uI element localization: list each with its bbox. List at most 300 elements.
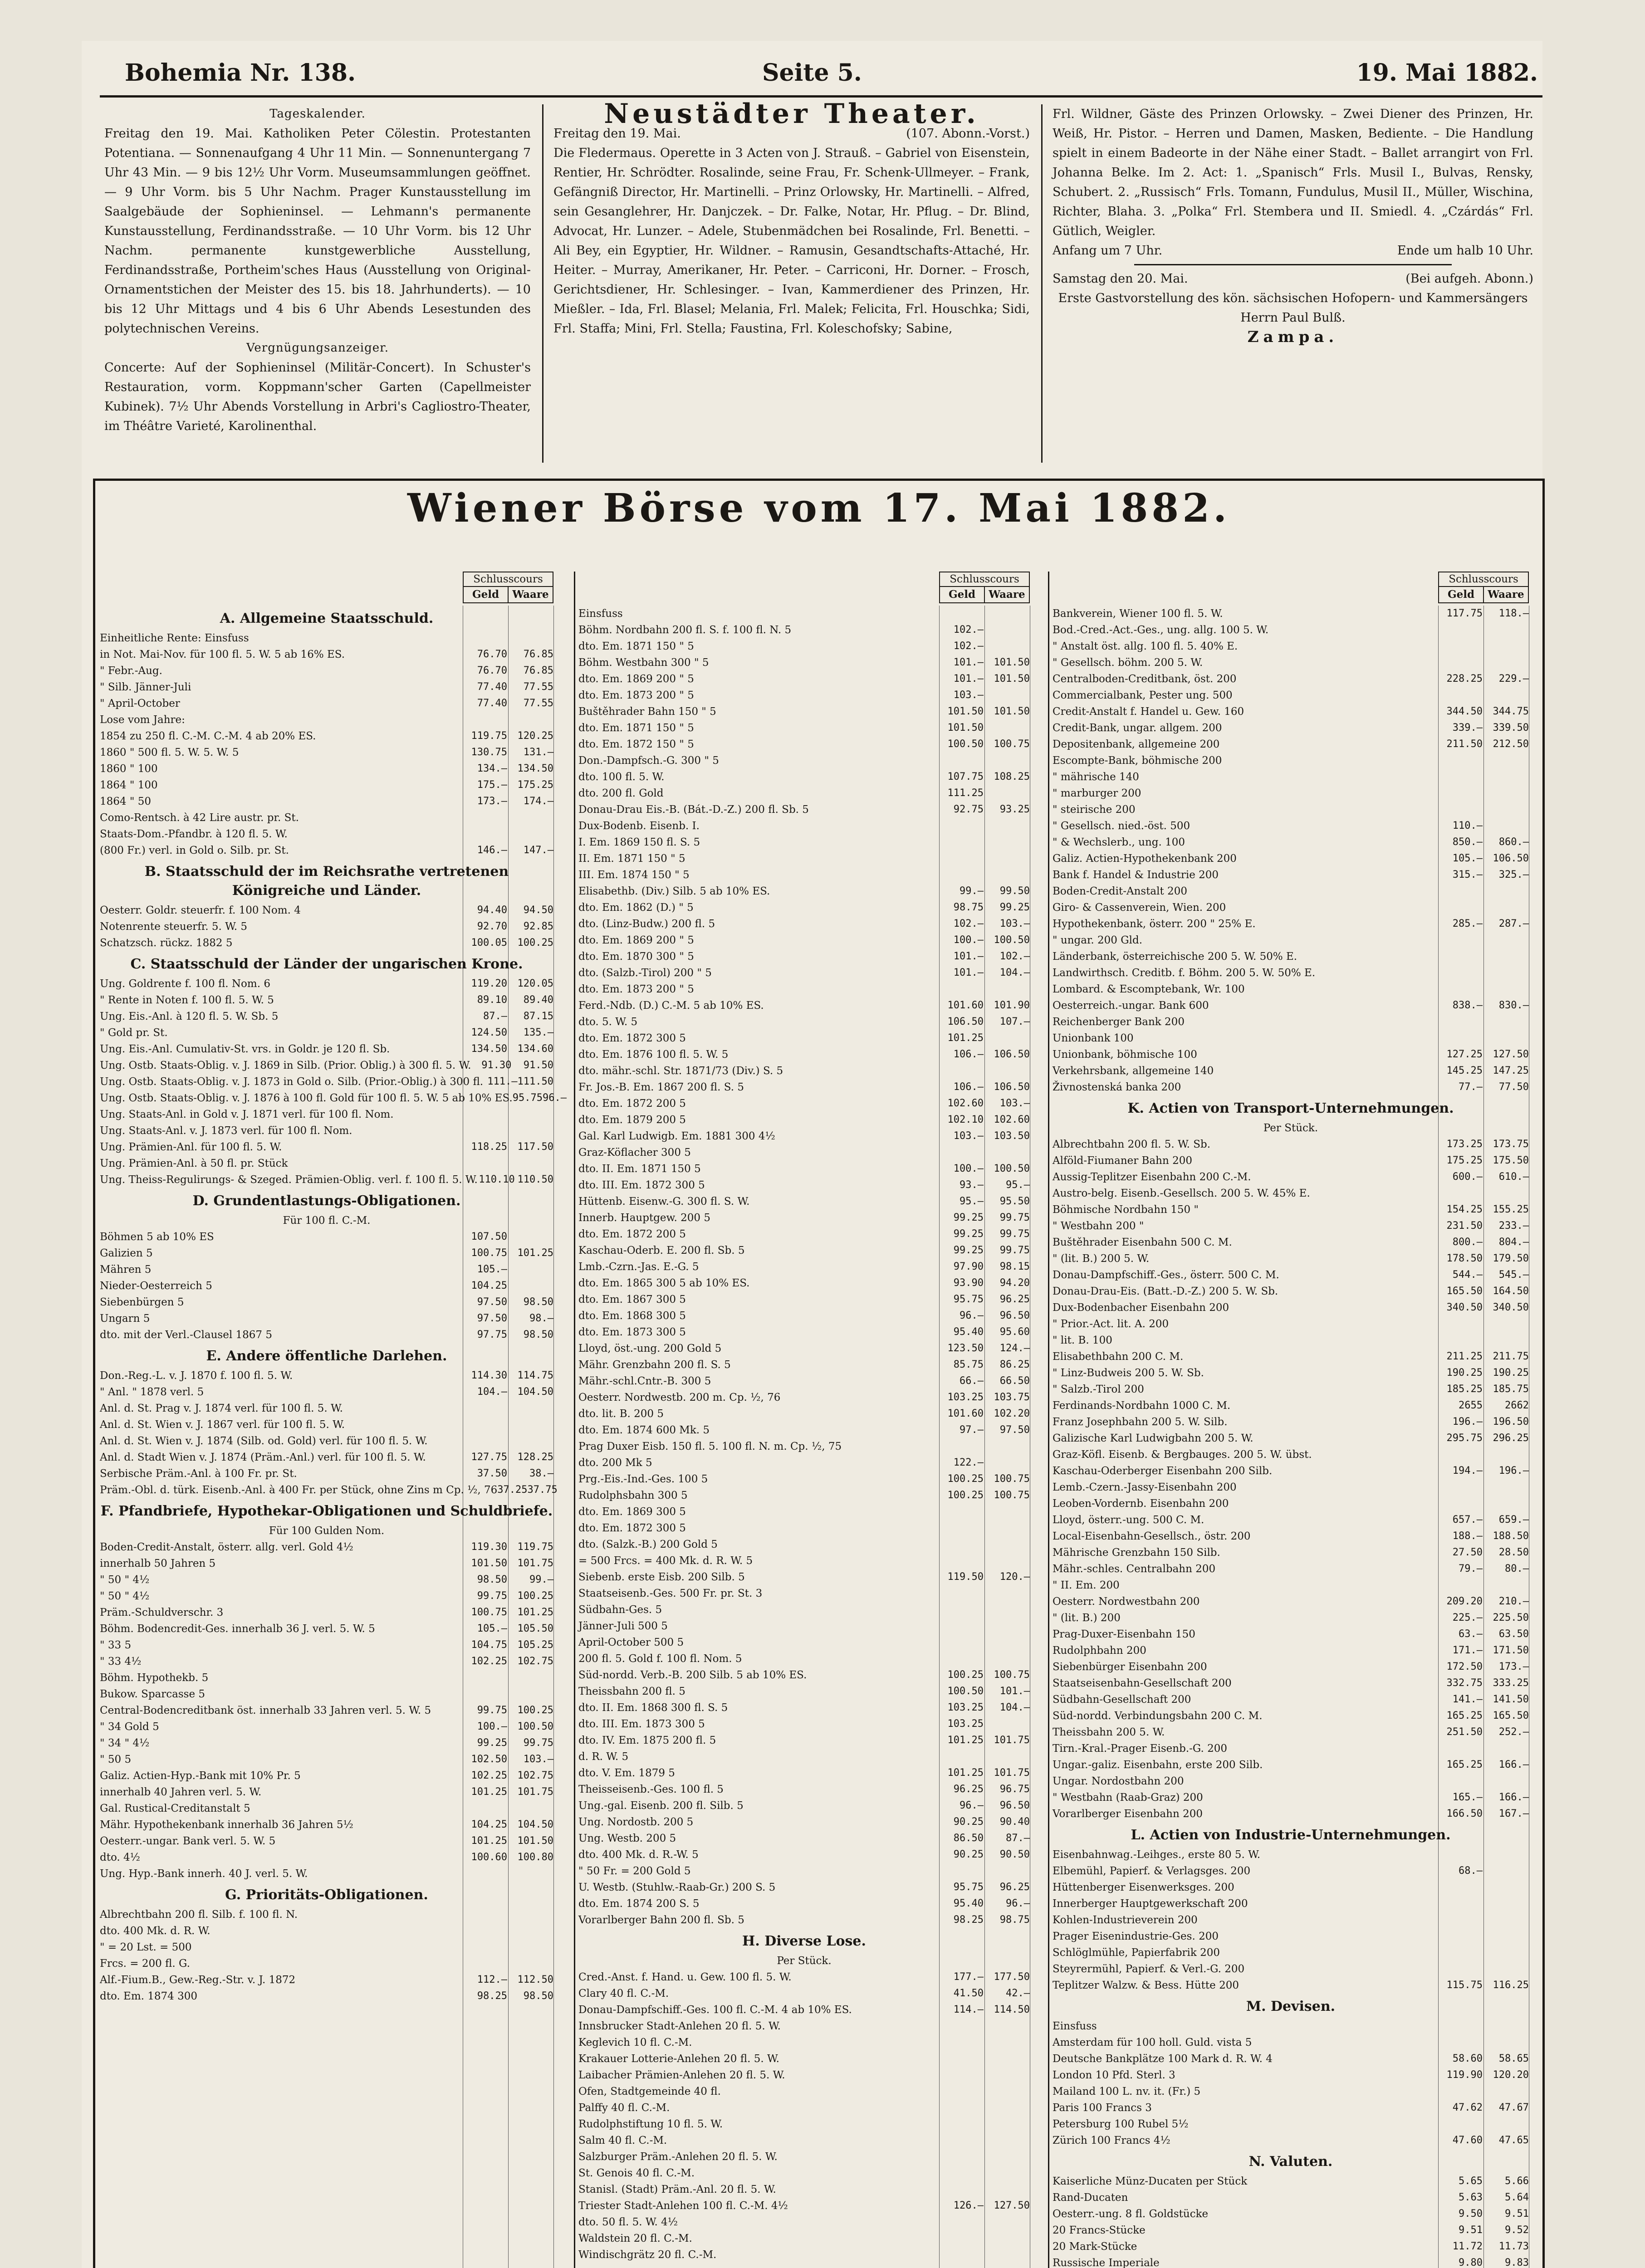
security-name: " 50 5	[100, 1754, 132, 1765]
security-name: Frcs. = 200 fl. G.	[100, 1958, 190, 1970]
security-name: Lloyd, österr.-ung. 500 C. M.	[1053, 1514, 1204, 1526]
quote-row	[1053, 687, 1529, 704]
geld-value	[1438, 655, 1483, 671]
geld-value: 154.25	[1446, 1204, 1483, 1215]
quote-row	[100, 1400, 553, 1417]
security-name: Hüttenb. Eisenw.-G. 300 fl. S. W.	[578, 1196, 750, 1207]
waare-value: 37.75	[527, 1484, 558, 1496]
waare-value	[507, 1123, 553, 1139]
security-name: Keglevich 10 fl. C.-M.	[578, 2037, 692, 2048]
waare-value: 339.50	[1493, 722, 1529, 733]
quote-row	[1053, 1773, 1529, 1789]
geld-value	[939, 2214, 984, 2230]
geld-value: 112.—	[477, 1974, 507, 1985]
section-subheading: Per Stück.	[1263, 1122, 1318, 1134]
geld-value: 101.—	[953, 673, 984, 684]
quote-row	[100, 1041, 553, 1057]
waare-value	[1483, 1185, 1529, 1202]
security-name: in Not. Mai-Nov. für 100 fl. 5. W. 5 ab 16% ES.	[100, 649, 345, 660]
quote-row	[100, 1670, 553, 1686]
security-name: " Gesellsch. nied.-öst. 500	[1053, 820, 1190, 832]
security-name: Alf.-Fium.B., Gew.-Reg.-Str. v. J. 1872	[100, 1974, 296, 1986]
quote-row	[578, 1798, 1030, 1814]
quote-row	[578, 1112, 1030, 1128]
quote-row	[100, 1972, 553, 1988]
security-name: Innerb. Hauptgew. 200 5	[578, 1212, 710, 1224]
geld-value: 91.30	[481, 1060, 512, 1071]
geld-value: 90.25	[953, 1849, 984, 1860]
security-name: Anl. d. St. Prag v. J. 1874 verl. für 100 fl. 5. W.	[100, 1403, 343, 1414]
quote-row	[1053, 834, 1529, 850]
quote-row	[1053, 2116, 1529, 2132]
quote-row	[100, 902, 553, 919]
waare-value	[507, 1106, 553, 1123]
waare-value: 610.—	[1498, 1171, 1529, 1183]
waare-value	[1483, 948, 1529, 965]
quote-row	[1053, 1218, 1529, 1234]
waare-value: 98.15	[999, 1261, 1030, 1272]
security-name: " Westbahn 200 "	[1053, 1220, 1144, 1232]
quote-row	[1053, 2018, 1529, 2034]
geld-value: 95.40	[953, 1326, 984, 1338]
security-name: dto. Em. 1869 200 " 5	[578, 673, 694, 685]
waare-value	[984, 1438, 1030, 1455]
quote-row	[100, 1310, 553, 1327]
newspaper-page	[82, 41, 1542, 2268]
waare-value: 101.75	[517, 1786, 553, 1798]
security-name: Staats-Dom.-Pfandbr. à 120 fl. 5. W.	[100, 828, 288, 840]
geld-value: 100.05	[471, 937, 507, 948]
waare-value	[984, 1618, 1030, 1634]
security-name: " 34 Gold 5	[100, 1721, 159, 1733]
quote-row	[578, 1193, 1030, 1210]
geld-value: 2655	[1459, 1400, 1483, 1411]
security-name: Mährische Grenzbahn 150 Silb.	[1053, 1547, 1220, 1559]
waare-value	[507, 1261, 553, 1278]
waare-value: 177.50	[994, 1971, 1030, 1983]
waare-value	[1483, 1316, 1529, 1332]
geld-value	[1438, 1961, 1483, 1977]
security-name: Ung. Nordostb. 200 5	[578, 1816, 694, 1828]
geld-value: 104.25	[471, 1819, 507, 1830]
quote-row	[578, 1308, 1030, 1324]
quote-row	[1053, 948, 1529, 965]
geld-value: 98.75	[953, 902, 984, 913]
quote-row	[100, 793, 553, 810]
geld-value: 101.25	[471, 1835, 507, 1847]
geld-value: 87.—	[483, 1011, 507, 1022]
section-subheading: Per Stück.	[777, 1955, 832, 1967]
waare-value: 104.50	[517, 1386, 553, 1398]
security-name: Ung. Prämien-Anl. für 100 fl. 5. W.	[100, 1141, 282, 1153]
geld-value: 115.75	[1446, 1980, 1483, 1991]
geld-value	[939, 850, 984, 867]
quote-row	[578, 1651, 1030, 1667]
geld-value: 97.50	[477, 1313, 507, 1324]
waare-value	[507, 810, 553, 826]
geld-value	[1438, 1030, 1483, 1046]
geld-value: 177.—	[953, 1971, 984, 1983]
boerse-column-2	[578, 606, 1030, 2268]
geld-value	[1438, 1928, 1483, 1945]
quote-row	[578, 2165, 1030, 2181]
quote-row	[578, 1732, 1030, 1749]
waare-value: 96.—	[542, 1092, 567, 1104]
security-name: Zürich 100 Francs 4½	[1053, 2135, 1170, 2146]
geld-value	[463, 1866, 507, 1882]
geld-value: 94.40	[477, 904, 507, 916]
geld-value: 76.70	[477, 649, 507, 660]
quote-row	[100, 1172, 553, 1188]
geld-value: 106.50	[947, 1016, 984, 1027]
quote-row	[1053, 850, 1529, 867]
quote-row	[100, 1604, 553, 1621]
waare-value: 101.50	[517, 1835, 553, 1847]
security-name: Süd-nordd. Verb.-B. 200 Silb. 5 ab 10% ES.	[578, 1669, 807, 1681]
quote-row	[1053, 1447, 1529, 1463]
quote-row	[1053, 1806, 1529, 1822]
geld-value	[463, 1923, 507, 1939]
quote-row	[100, 1155, 553, 1172]
geld-value	[1438, 1332, 1483, 1349]
quote-row	[1053, 1561, 1529, 1577]
security-name: Gal. Rustical-Creditanstalt 5	[100, 1803, 250, 1814]
waare-value	[1483, 1961, 1529, 1977]
geld-value	[1438, 753, 1483, 769]
security-name: Albrechtbahn 200 fl. Silb. f. 100 fl. N.	[100, 1909, 298, 1921]
waare-value: 96.—	[1006, 1898, 1030, 1909]
quote-row	[100, 1702, 553, 1719]
security-name: Elisabethbahn 200 C. M.	[1053, 1351, 1184, 1363]
security-name: 200 fl. 5. Gold f. 100 fl. Nom. 5	[578, 1653, 742, 1665]
waare-value: 120.05	[517, 978, 553, 989]
waare-value: 103.75	[994, 1392, 1030, 1403]
theater-next-note: (Bei aufgeh. Abonn.)	[1405, 272, 1533, 286]
header-rule	[100, 95, 1542, 98]
security-name: dto. (Linz-Budw.) 200 fl. 5	[578, 918, 715, 930]
security-name: dto. Em. 1865 300 5 ab 10% ES.	[578, 1277, 750, 1289]
security-name: Ung. Staats-Anl. in Gold v. J. 1871 verl. für 100 fl. Nom.	[100, 1109, 394, 1120]
geld-value	[463, 1400, 507, 1417]
quote-row	[1053, 1708, 1529, 1724]
security-name: Innerberger Hauptgewerkschaft 200	[1053, 1898, 1248, 1910]
waare-value: 76.85	[523, 665, 553, 676]
security-name: " April-October	[100, 698, 180, 709]
quote-row	[100, 1090, 567, 1106]
geld-value: 127.25	[1446, 1049, 1483, 1060]
security-name: Elbemühl, Papierf. & Verlagsges. 200	[1053, 1865, 1251, 1877]
geld-value: 93.90	[953, 1277, 984, 1289]
waare-value: 127.50	[994, 2200, 1030, 2211]
security-name: Kaschau-Oderberger Eisenbahn 200 Silb.	[1053, 1465, 1273, 1477]
geld-value	[1438, 965, 1483, 981]
security-name: Lombard. & Escomptebank, Wr. 100	[1053, 983, 1245, 995]
quote-row	[578, 1814, 1030, 1830]
geld-value	[939, 1553, 984, 1569]
geld-value: 102.25	[471, 1656, 507, 1667]
security-name: III. Em. 1874 150 " 5	[578, 869, 690, 881]
security-name: Ung. Hyp.-Bank innerh. 40 J. verl. 5. W.	[100, 1868, 308, 1880]
security-name: Eisenbahnwag.-Leihges., erste 80 5. W.	[1053, 1849, 1261, 1861]
quote-row	[578, 818, 1030, 834]
security-name: dto. 50 fl. 5. W. 4½	[578, 2216, 678, 2228]
quote-row	[578, 1389, 1030, 1406]
geld-value: 100.—	[953, 934, 984, 946]
geld-value: 100.—	[953, 1163, 984, 1174]
geld-value: 104.75	[471, 1639, 507, 1651]
security-name: Ung. Theiss-Regulirungs- & Szeged. Prämien-Oblig. verl. f. 100 fl. 5. W.	[100, 1174, 478, 1186]
geld-value: 92.75	[953, 804, 984, 815]
quote-row	[1053, 1251, 1529, 1267]
waare-value: 100.50	[994, 934, 1030, 946]
security-name: Central-Bodencreditbank öst. innerhalb 33 Jahren verl. 5. W. 5	[100, 1705, 431, 1716]
quote-row	[578, 948, 1030, 965]
security-name: dto. IV. Em. 1875 200 fl. 5	[578, 1735, 716, 1746]
security-name: Krakauer Lotterie-Anlehen 20 fl. 5. W.	[578, 2053, 779, 2065]
quote-row	[100, 1735, 553, 1751]
waare-value: 94.20	[999, 1277, 1030, 1289]
security-name: dto. 4½	[100, 1852, 140, 1863]
waare-value: 95.50	[999, 1196, 1030, 1207]
quote-row	[1053, 2255, 1529, 2268]
geld-value	[463, 712, 507, 728]
waare-value	[984, 2067, 1030, 2083]
waare-value: 2662	[1505, 1400, 1529, 1411]
security-name: Ofen, Stadtgemeinde 40 fl.	[578, 2086, 721, 2097]
security-name: Credit-Anstalt f. Handel u. Gew. 160	[1053, 706, 1244, 718]
waare-value	[507, 1800, 553, 1817]
section-heading: A. Allgemeine Staatsschuld.	[220, 611, 434, 626]
waare-value: 120.25	[517, 730, 553, 742]
quote-row	[1053, 1757, 1529, 1773]
geld-value	[463, 1800, 507, 1817]
security-name: Boden-Credit-Anstalt 200	[1053, 885, 1187, 897]
quote-row	[578, 932, 1030, 948]
waare-value: 47.65	[1498, 2135, 1529, 2146]
theater-times	[1053, 241, 1533, 260]
security-name: Böhm. Hypothekb. 5	[100, 1672, 209, 1684]
quote-row	[1053, 1528, 1529, 1545]
quote-row	[1053, 997, 1529, 1014]
section-heading: L. Actien von Industrie-Unternehmungen.	[1131, 1827, 1451, 1843]
waare-value	[984, 850, 1030, 867]
waare-value	[984, 867, 1030, 883]
security-name: Hüttenberger Eisenwerksges. 200	[1053, 1882, 1234, 1893]
waare-value: 5.64	[1505, 2192, 1529, 2203]
quote-row	[1053, 655, 1529, 671]
geld-value: 173.25	[1446, 1139, 1483, 1150]
waare-value: 104.—	[999, 1702, 1030, 1713]
waare-value	[507, 712, 553, 728]
waare-value	[984, 834, 1030, 850]
quote-row	[578, 1357, 1030, 1373]
security-name: St. Genois 40 fl. C.-M.	[578, 2167, 695, 2179]
section-subheading: Für 100 fl. C.-M.	[283, 1215, 371, 1227]
waare-value	[1483, 1496, 1529, 1512]
waare-value: 95.—	[1006, 1179, 1030, 1191]
quote-row	[578, 1471, 1030, 1487]
quote-row	[578, 1553, 1030, 1569]
security-name: d. R. W. 5	[578, 1751, 629, 1763]
geld-value	[1438, 1316, 1483, 1332]
security-name: Bankverein, Wiener 100 fl. 5. W.	[1053, 608, 1223, 620]
geld-value	[939, 981, 984, 997]
waare-value	[984, 687, 1030, 704]
waare-value	[507, 1400, 553, 1417]
tageskalender-text: Freitag den 19. Mai. Katholiken Peter Cölestin. Protestanten Potentiana. — Sonnenaufgang 4 Uhr 11 Min. — Sonnenuntergang 7 Uhr 43 Min. — 9 bis 12½ Uhr Vorm. Museumsammlungen geöffnet. — 9 Uhr Vorm. bis 5 Uhr Nachm. Prager Kunstausstellung im Saalgebäude der Sophieninsel. — Lehmann's permanente Kunstausstellung, Ferdinandsstraße. — 10 Uhr Vorm. bis 12 Uhr Nachm. permanente kunstgewerbliche Ausstellung, Ferdinandsstraße, Portheim'sches Haus (Ausstellung von Original-Ornamentstichen der Meister des 15. bis 18. Jahrhunderts). — 10 bis 12 Uhr Mittags und 4 bis 6 Uhr Abends Lesestunden des polytechnischen Vereins.	[104, 127, 531, 336]
security-name: dto. Em. 1862 (D.) " 5	[578, 902, 694, 914]
quote-row	[578, 1781, 1030, 1798]
quote-row	[578, 606, 1030, 622]
waare-value: 167.—	[1498, 1808, 1529, 1819]
security-name: dto. Em. 1872 300 5	[578, 1032, 686, 1044]
security-name: Giro- & Cassenverein, Wien. 200	[1053, 902, 1226, 914]
waare-value	[984, 2132, 1030, 2149]
quote-row	[578, 1455, 1030, 1471]
geld-value: 100.25	[947, 1473, 984, 1485]
waare-value: 100.50	[517, 1721, 553, 1732]
security-name: dto. Em. 1874 200 S. 5	[578, 1898, 700, 1910]
security-name: Reichenberger Bank 200	[1053, 1016, 1185, 1028]
quote-row	[578, 1063, 1030, 1079]
quote-row	[578, 655, 1030, 671]
waare-value	[1483, 1577, 1529, 1593]
geld-value	[939, 1651, 984, 1667]
security-name: 1864 " 50	[100, 796, 152, 807]
security-name: dto. V. Em. 1879 5	[578, 1767, 675, 1779]
geld-value: 104.—	[477, 1386, 507, 1398]
waare-value: 174.—	[523, 796, 553, 807]
waare-value	[1483, 1847, 1529, 1863]
quote-row	[100, 826, 553, 842]
waare-value	[1483, 1332, 1529, 1349]
waare-value: 98.75	[999, 1914, 1030, 1926]
waare-value: 104.50	[517, 1819, 553, 1830]
geld-value: 165.25	[1446, 1759, 1483, 1770]
geld-value: 101.60	[947, 1000, 984, 1011]
quote-row	[100, 1784, 553, 1800]
quote-row	[578, 1700, 1030, 1716]
geld-value: 5.65	[1459, 2175, 1483, 2187]
quote-row	[100, 1482, 558, 1498]
geld-value	[1438, 1185, 1483, 1202]
geld-value: 102.—	[953, 624, 984, 635]
geld-value	[1438, 1847, 1483, 1863]
quote-row	[578, 1259, 1030, 1275]
security-name: Ung. Ostb. Staats-Oblig. v. J. 1869 in Silb. (Prior. Oblig.) à 300 fl. 5. W.	[100, 1060, 471, 1071]
geld-value: 850.—	[1452, 836, 1483, 848]
geld-value: 114.30	[471, 1370, 507, 1381]
waare-value: 190.25	[1493, 1367, 1529, 1378]
geld-value	[939, 2149, 984, 2165]
geld-value: 102.—	[953, 918, 984, 929]
theater-continued-column	[1053, 104, 1533, 347]
waare-value: 166.—	[1498, 1759, 1529, 1770]
geld-value: 97.75	[477, 1329, 507, 1340]
geld-value: 68.—	[1459, 1865, 1483, 1877]
quote-row	[100, 761, 553, 777]
waare-value	[984, 2181, 1030, 2198]
waare-value	[1483, 1740, 1529, 1757]
geld-value: 107.50	[471, 1231, 507, 1242]
waare-value	[984, 818, 1030, 834]
quote-row	[1053, 1169, 1529, 1185]
waare-value: 128.25	[517, 1452, 553, 1463]
waare-value: 87.—	[1006, 1833, 1030, 1844]
geld-value: 100.25	[947, 1669, 984, 1681]
security-name: Ung. Ostb. Staats-Oblig. v. J. 1873 in Gold o. Silb. (Prior.-Oblig.) à 300 fl.	[100, 1076, 484, 1088]
security-name: Franz Josephbahn 200 5. W. Silb.	[1053, 1416, 1228, 1428]
geld-value	[939, 1063, 984, 1079]
security-name: Stanisl. (Stadt) Präm.-Anl. 20 fl. 5. W.	[578, 2184, 776, 2195]
security-name: " Prior.-Act. lit. A. 200	[1053, 1318, 1169, 1330]
quote-row	[1053, 1659, 1529, 1675]
security-name: " & Wechslerb., ung. 100	[1053, 836, 1185, 848]
waare-value	[984, 2149, 1030, 2165]
quote-row	[100, 1057, 553, 1074]
geld-value: 97.—	[960, 1424, 984, 1436]
geld-value: 100.50	[947, 1686, 984, 1697]
quote-row	[1053, 1691, 1529, 1708]
quote-row	[1053, 1479, 1529, 1496]
geld-value	[1438, 1496, 1483, 1512]
security-name: Lmb.-Czrn.-Jas. E.-G. 5	[578, 1261, 699, 1273]
waare-value: 119.75	[517, 1541, 553, 1553]
geld-value: 166.50	[1446, 1808, 1483, 1819]
geld-value	[939, 1602, 984, 1618]
security-name: Kaschau-Oderb. E. 200 fl. Sb. 5	[578, 1245, 745, 1256]
geld-value	[939, 2230, 984, 2247]
security-name: Oesterreich.-ungar. Bank 600	[1053, 1000, 1209, 1012]
quote-row	[100, 935, 553, 951]
waare-value: 105.50	[517, 1623, 553, 1634]
waare-value	[1483, 638, 1529, 655]
geld-value	[1438, 769, 1483, 785]
waare-value: 102.75	[517, 1770, 553, 1781]
quote-row	[578, 867, 1030, 883]
quote-row	[1053, 638, 1529, 655]
geld-value: 100.50	[947, 738, 984, 750]
geld-value: 340.50	[1446, 1302, 1483, 1313]
waare-value: 233.—	[1498, 1220, 1529, 1232]
security-name: Siebenb. erste Eisb. 200 Silb. 5	[578, 1571, 745, 1583]
quote-row	[578, 753, 1030, 769]
col1-head	[463, 572, 553, 603]
geld-value: 117.75	[1446, 608, 1483, 619]
security-name: Ung. Staats-Anl. v. J. 1873 verl. für 100 fl. Nom.	[100, 1125, 352, 1137]
quote-row	[1053, 1610, 1529, 1626]
geld-value: 134.—	[477, 763, 507, 774]
geld-value: 211.50	[1446, 738, 1483, 750]
geld-value: 127.75	[471, 1452, 507, 1463]
geld-value: 95.75	[512, 1092, 543, 1104]
waare-value: 252.—	[1498, 1726, 1529, 1738]
theater-cast-continued: Frl. Wildner, Gäste des Prinzen Orlowsky. – Zwei Diener des Prinzen, Hr. Weiß, Hr. Pistor. – Herren und Damen, Masken, Bediente. – Die Handlung spielt in einem Badeorte in der Nähe einer Stadt. – Ballet arrangirt von Frl. Johanna Belke. Im 2. Act: 1. „Spanisch“ Frls. Musil I., Bulvas, Rensky, Schubert. 2. „Russisch“ Frls. Tomann, Fundulus, Musil II., Müller, Wischina, Richter, Blaha. 3. „Polka“ Frl. Stembera und II. Smiedl. 4. „Czárdás“ Frl. Gütlich, Weigler.	[1053, 107, 1533, 238]
waare-value: 185.75	[1493, 1383, 1529, 1395]
security-name: Local-Eisenbahn-Gesellsch., östr. 200	[1053, 1530, 1251, 1542]
geld-value	[463, 1939, 507, 1955]
col1-geld: Geld	[464, 587, 509, 602]
security-name: Leoben-Vordernb. Eisenbahn 200	[1053, 1498, 1229, 1510]
security-name: innerhalb 50 Jahren 5	[100, 1558, 216, 1569]
security-name: dto. Em. 1867 300 5	[578, 1294, 686, 1305]
waare-value	[984, 1585, 1030, 1602]
security-name: Donau-Dampfschiff.-Ges. 100 fl. C.-M. 4 ab 10% ES.	[578, 2004, 852, 2016]
waare-value: 97.50	[999, 1424, 1030, 1436]
quote-row	[578, 2198, 1030, 2214]
quote-row	[1053, 932, 1529, 948]
security-name: Laibacher Prämien-Anlehen 20 fl. 5. W.	[578, 2069, 785, 2081]
